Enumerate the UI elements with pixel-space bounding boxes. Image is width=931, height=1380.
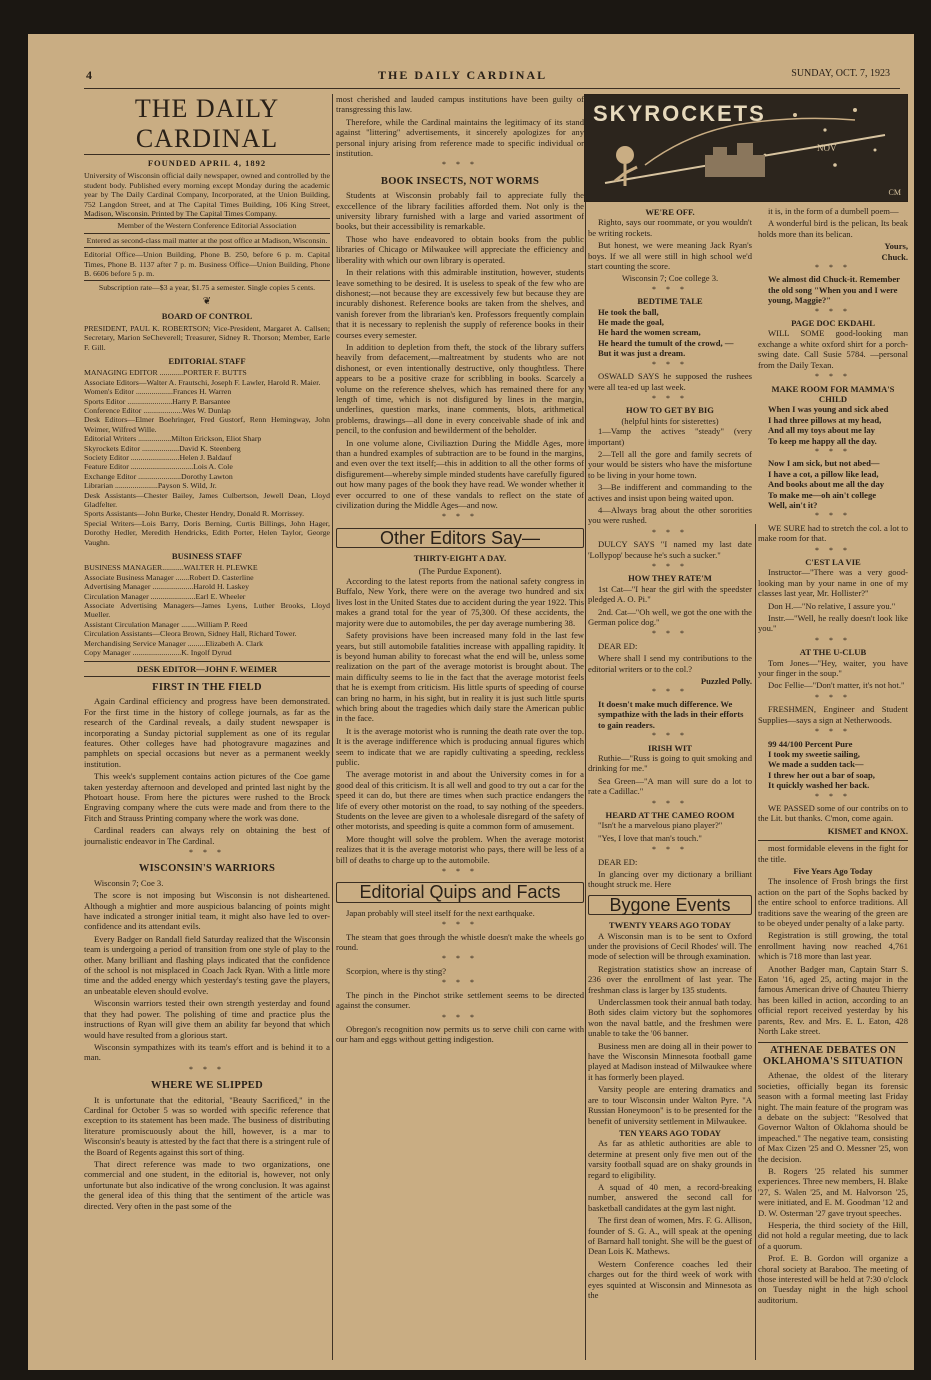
item-paragraph: it is, in the form of a dumbell poem— [768, 206, 899, 216]
staff-line: Society Editor .........................Helen J. Baldauf [84, 452, 232, 462]
paper-title: THE DAILY CARDINAL [378, 68, 548, 82]
other-editors-box: Other Editors Say— [336, 528, 584, 548]
item-paragraph: most formidable elevens in the fight for the title. [758, 843, 908, 864]
article-paragraph: The average motorist in and about the University comes in for a good deal of this criticism. It is all well and good to try out a car for the speed it can do, but there are times when such practice endangers the life of every other motorist on the road, to say nothing of the speeders. Students on the levee are given to a wholesale disregard of the safety of other motorists, and speeding is quite a common form of amusement. [336, 769, 584, 832]
apology-lead: most cherished and lauded campus institutions have been guilty of transgressing this law. [336, 94, 584, 115]
separator: * * * [652, 845, 688, 855]
quip: Japan probably will steel itself for the next earthquake. [346, 907, 535, 918]
staff-line: Sports Assistants—John Burke, Chester Hendry, Donald R. Morrissey. [84, 509, 305, 519]
verse-line: Well, ain't it? [768, 499, 818, 510]
athenae-title: ATHENAE DEBATES ON OKLAHOMA'S SITUATION [758, 1042, 908, 1067]
separator: * * * [652, 798, 688, 808]
verse-line: To keep me happy all the day. [768, 435, 877, 446]
column-1-articles [84, 683, 330, 1211]
article-paragraph: B. Rogers '25 related his summer experiences. Three new members, H. Blake '27, S. Walen '25, and M. Halvorson '25, were initiated, and E. M. Goodman '12 and D. W. Osterman '27 gave tryout speeches. [758, 1165, 908, 1218]
separator: * * * [815, 446, 851, 456]
item-paragraph: A wonderful bird is the pelican, Its beak holds more than its belican. [758, 218, 908, 239]
skyrockets-title: SKYROCKETS [593, 101, 766, 126]
separator: * * * [652, 527, 688, 537]
skyrockets-column-continued [758, 206, 908, 836]
staff-line: Skyrockets Editor ...................David K. Steenberg [84, 443, 241, 453]
thirty-eight-title: THIRTY-EIGHT A DAY. [413, 553, 507, 564]
header-rule [84, 88, 900, 89]
separator: * * * [815, 545, 851, 555]
column-3 [588, 206, 752, 1360]
newspaper-page [28, 34, 914, 1370]
separator: * * * [652, 393, 688, 403]
quip: Obregon's recognition now permits us to serve chili con carne with our ham and eggs without getting indigestion. [336, 1023, 584, 1045]
verse-line: And books about me all the day [768, 479, 885, 490]
item-paragraph: Righto, says our roommate, or you wouldn't be writing rockets. [588, 217, 752, 238]
separator: * * * [652, 284, 688, 294]
verse-line: He heard the tumult of the crowd, — [598, 337, 734, 348]
member-line: Member of the Western Conference Editorial Association [84, 218, 330, 232]
masthead-title: THE DAILY CARDINAL [84, 94, 330, 155]
article-paragraph: It is unfortunate that the editorial, "Beauty Sacrificed," in the Cardinal for October 5 was so worded with specific reference that exception to its statement has been made. The business of distributing literature promiscuously about the hill, however, is a mar to Wisconsin's beauty is attested by the fact that there is a stringent rule of the Board of Regents against this sort of thing. [84, 1094, 330, 1157]
verse-line: 99 44/100 Percent Pure [768, 738, 853, 749]
staff-line: Circulation Assistants—Cleora Brown, Sidney Hall, Richard Tower. [84, 629, 297, 639]
signature: Chuck. [881, 251, 908, 262]
item-paragraph: In glancing over my dictionary a brilliant thought struck me. Here [588, 868, 752, 890]
article-title: FIRST IN THE FIELD [152, 681, 262, 693]
staff-line: MANAGING EDITOR ............PORTER F. BUTTS [84, 368, 247, 378]
item-centered: (helpful hints for sisterettes) [621, 415, 719, 426]
thirty-eight-body [336, 576, 584, 865]
item-paragraph: Varsity people are entering dramatics and are to tour Wisconsin under Walton Pyre. "A Russian Honeymoon" is to be presented for the benefit of university settlement in Milwaukee. [588, 1084, 752, 1126]
item-paragraph: Business men are doing all in their power to have the Wisconsin Minnesota football game played at Madison instead of Milwaukee where it has formerly been played. [588, 1040, 752, 1082]
article-paragraph: In one volume alone, Civiliaztion During the Middle Ages, more than a hundred examples of subtraction are to be found in the margins, and even over the text itself;—this in addition to all the other forms of disfigurement—whereby simple minded students have carefully figured out how many pages of the book they have read. We wonder whether it ever occurred to one of these vandals to reflect on the state of civilization during the Middle Ages—and now. [336, 437, 584, 511]
column-4 [758, 206, 908, 1360]
separator: * * * [815, 692, 851, 702]
item-paragraph: Sea Green—"A man will sure do a lot to rate a Cadillac." [588, 775, 752, 797]
verse-line: I threw her out a bar of soap, [768, 769, 875, 780]
separator: * * * [652, 562, 688, 571]
item-paragraph: Tom Jones—"Hey, waiter, you have your finger in the soup." [758, 657, 908, 679]
board-text: PRESIDENT, PAUL K. ROBERTSON; Vice-President, Margaret A. Callsen; Secretary, Marion SeCheverell; Treasurer, Sidney R. Thorson; Member, Earle F. Gill. [84, 323, 330, 352]
item-heading: BEDTIME TALE [637, 296, 703, 307]
article-paragraph: More thought will solve the problem. When the average motorist realizes that it is the average motorist who pays, there will be less of a bill of deaths to charge up to the automobile. [336, 833, 584, 865]
item-paragraph: Western Conference coaches led their charges out for the third week of work with eyes squinted at Wisconsin and Minnesota as the [588, 1258, 752, 1300]
article-paragraph: Wisconsin warriors tested their own strength yesterday and found that they had power. The polishing of time and practice plus the instructions of Ryan will give them an ability far beyond that which would have resulted from a glorious start. [84, 998, 330, 1040]
quip: Scorpion, where is thy sting? [346, 965, 447, 976]
item-paragraph: 1st Cat—"I hear the girl with the speedster pledged A. O. Pi." [588, 583, 752, 605]
article-paragraph: Students at Wisconsin probably fail to appreciate fully the exccellence of the library facilities afforded them. Not only is the university library furnished with a large and varied assortment of books, but their accessibility is remarkable. [336, 190, 584, 232]
item-paragraph: Instr.—"Well, he really doesn't look like you." [758, 613, 908, 634]
quip: The pinch in the Pinchot strike settlement seems to be directed against the consumer. [336, 989, 584, 1011]
item-paragraph: Doc Fellie—"Don't matter, it's not hot." [768, 680, 905, 691]
staff-line: Copy Manager .........................K. Ingolf Dyrud [84, 648, 232, 658]
separator: * * * [652, 629, 688, 639]
entered-line: Entered as second-class mail matter at the post office at Madison, Wisconsin. [84, 233, 330, 247]
item-paragraph: The first dean of women, Mrs. F. G. Allison, founder of S. G. A., will speak at the opening of Barnard hall tonight. She will be the guest of Dean Lois K. Mathews. [588, 1215, 752, 1257]
separator: * * * [815, 727, 851, 737]
separator: * * * [189, 1064, 225, 1074]
article-paragraph: Athenae, the oldest of the literary societies, officially began its forensic season with a formal meeting last Friday night. The main feature of the program was a debate on the subject: "Resolved that Governor Walton of Oklahoma should be impeached." The negative team, consisting of Max Cizen '25 and O. Messner '25, won the decision. [758, 1070, 908, 1164]
item-paragraph: Underclassmen took their annual bath today. Both sides claim victory but the sophomores won the naval battle, and the freshmen were unable to take the '06 banner. [588, 997, 752, 1039]
staff-line: Special Writers—Lois Barry, Doris Berning, Curtis Billings, John Hager, Dorothy Hedler, Meredith Hendricks, Edith Porter, Helen Taylor, George Vaughn. [84, 518, 330, 547]
staff-line: Associate Business Manager .......Robert D. Casterline [84, 572, 254, 582]
verse-line: To make me—oh ain't college [768, 489, 877, 500]
item-centered: Wisconsin 7; Coe college 3. [621, 273, 719, 284]
item-heading: Five Years Ago Today [793, 865, 873, 876]
bygone-events-continued [758, 840, 908, 1036]
separator: * * * [442, 512, 478, 522]
separator: * * * [442, 160, 478, 170]
item-heading: MAKE ROOM FOR MAMMA'S CHILD [771, 383, 895, 404]
verse-line: I took my sweetie sailing, [768, 748, 860, 759]
column-rule [332, 94, 333, 1360]
item-heading: AT THE U-CLUB [799, 647, 867, 658]
item-heading: HEARD AT THE CAMEO ROOM [605, 809, 735, 820]
board-heading: BOARD OF CONTROL [161, 311, 253, 322]
separator: * * * [815, 263, 851, 273]
article-paragraph: It is the average motorist who is running the death rate over the top. It is the average indifference which is producing annual figures which seem to indicate that we are rapidly cultivating a speeding, reckless public. [336, 725, 584, 767]
verse-line: When I was young and sick abed [768, 404, 889, 415]
skyrockets-cartoon [584, 94, 908, 202]
column-rule [755, 524, 756, 1360]
staff-line: Desk Editors—Elmer Boehringer, Fred Gustorf, Renn Hemingway, John Weimer, Wilfred Wille. [84, 415, 330, 434]
separator: * * * [652, 731, 688, 741]
apology-text: Therefore, while the Cardinal maintains the legitimacy of its stand against "littering" advertisements, it sincerely apologizes for any personal injury arising from reference made to specific individual or institution. [336, 116, 584, 159]
item-paragraph: Instructor—"There was a very good-looking man by your name in one of my classes last year, Mr. Hollister?" [758, 567, 908, 599]
separator: * * * [815, 372, 851, 382]
article-paragraph: In their relations with this admirable institution, however, students leave something to be desired. It is useless to speak of the few who are dishonest;—not because they are excessively few but because they are incurably dishonest. Reference books are taken from the shelves, and vanish forever from the librarian's ken. Professors frequently complain that it is necessary to replenish the supply of reference books in their courses every semester. [336, 267, 584, 340]
editorial-staff-heading: EDITORIAL STAFF [168, 355, 246, 366]
article-paragraph: This week's supplement contains action pictures of the Coe game taken yesterday afternoon and developed and printed last night by the Photoart house. From here the pictures were rushed to the Brock Engraving company where the cuts were made and from there to the Fitch and Strauss Printing company where the work was done. [84, 771, 330, 823]
item-paragraph: The insolence of Frosh brings the first action on the part of the Sophs backed by the entire school to enforce traditions. All traditions save the wearing of the green are to be obeyed under penalty of a lake party. [758, 876, 908, 928]
separator: * * * [815, 511, 851, 521]
business-staff-heading: BUSINESS STAFF [171, 551, 243, 562]
item-paragraph: WE PASSED some of our contribs on to the Lit. but thanks. C'mon, come again. [758, 802, 908, 824]
article-paragraph: Wisconsin sympathizes with its team's effort and is behind it to a man. [84, 1041, 330, 1063]
issue-date: SUNDAY, OCT. 7, 1923 [791, 68, 890, 79]
item-paragraph: Another Badger man, Captain Starr S. Eaton '16, aged 25, acting major in the famous American drive of Chauteu Thierry has been killed in action, according to an official report received yesterday by his parents, Rev. and Mrs. E. L. Eaton, 428 North Lake street. [758, 963, 908, 1037]
staff-line: Feature Editor ................................Lois A. Cole [84, 462, 233, 472]
staff-line: Desk Assistants—Chester Bailey, James Culbertson, Jewell Dean, Lloyd Gladfelter. [84, 490, 330, 509]
bygone-events-box: Bygone Events [588, 895, 752, 915]
skyrockets-banner [584, 94, 908, 206]
item-paragraph: As far as athletic authorities are able to determine at present only five men out of the varsity football squad are on shaky grounds in regard to eligibility. [588, 1138, 752, 1180]
masthead-about: University of Wisconsin official daily newspaper, owned and controlled by the student body. Published every morning except Monday during the academic year by The Daily Cardinal Company, Incorporated, at the Union Building, 752 Langdon Street, and at The Capital Times Building, 106 King Street, Madison, Wisconsin. Printed by The Capital Times Company. [84, 171, 330, 219]
item-heading: TEN YEARS AGO TODAY [619, 1127, 721, 1138]
item-paragraph: Ruthie—"Russ is going to quit smoking and drinking for me." [588, 752, 752, 774]
article-paragraph: Safety provisions have been increased many fold in the last few years, but still automobile fatalities increase with appalling rapidity. It is beyond human ability to forecast what the end will be, unless some realization on the part of the average motorist is brought about. The main difficulty seems to lie in the fact that the average motorist feels that he is exempt from criticism. His little spurts of speeding of course can bring no harm, in his sight, but in reality it is just such little spurts which bring about the tragedies which daily stare the American public in the face. [336, 630, 584, 724]
item-paragraph: FRESHMEN, Engineer and Student Supplies—says a sign at Netherwoods. [758, 704, 908, 725]
article-paragraph: That direct reference was made to two organizations, one commercial and one student, in the editorial is, however, not only unfortunate but also indicative of the wrong conclusion. It was against the general idea of this thing that the sentiment of the article was directed. Very often in the past some of the [84, 1158, 330, 1211]
item-paragraph: 2—Tell all the gore and family secrets of your would be sisters who have the misfortune to be living in your home town. [588, 448, 752, 480]
quip: The steam that goes through the whistle doesn't make the wheels go round. [336, 931, 584, 953]
item-paragraph: 1—Vamp the actives "steady" (very important) [588, 426, 752, 447]
subscription-line: Subscription rate—$3 a year, $1.75 a semester. Single copies 5 cents. [84, 280, 330, 294]
item-paragraph: WILL SOME good-looking man exchange a white oxford shirt for a porch-swing date. Call Susie 5784. —personal from the Daily Texan. [758, 328, 908, 370]
item-paragraph: A Wisconsin man is to be sent to Oxford under the provisions of Cecil Rhodes' will. The mode of selection will be through examination. [588, 930, 752, 962]
verse-line: He took the ball, [598, 306, 659, 317]
separator: * * * [815, 306, 851, 316]
article-paragraph: Prof. E. B. Gordon will organize a choral society at Baraboo. The meeting of those interested will be held at 7:30 o'clock on Tuesday night in the high school auditorium. [758, 1253, 908, 1305]
offices-line: Editorial Office—Union Building, Phone B. 250, before 6 p. m. Capital Times, Phone B. 1137 after 7 p. m. Business Office—Union Building, Phone B. 6606 before 5 p. m. [84, 247, 330, 280]
business-staff-list [84, 563, 330, 657]
separator: * * * [442, 867, 478, 877]
staff-line: Editorial Writers .................Milton Erickson, Eliot Sharp [84, 434, 262, 444]
staff-line: Women's Editor ...................Frances H. Warren [84, 387, 232, 397]
editorial-quips-box: Editorial Quips and Facts [336, 882, 584, 902]
verse-line: It doesn't make much difference. We sympathize with the lads in their efforts to gain readers. [598, 698, 744, 730]
article-paragraph: Again Cardinal efficiency and progress have been demonstrated. For the first time in the history of college journals, as far as the research of the Cardinal reveals, a daily student newspaper is incorporating a Sunday pictorial supplement as one of its regular features. Other colleges have had photogravure magazines and pamphlets on special occasions but never as a permanent weekly institution. [84, 696, 330, 769]
staff-line: Merchandising Service Manager .........Elizabeth A. Clark [84, 638, 264, 648]
separator: * * * [442, 920, 478, 930]
verse-line: He made the goal, [598, 317, 664, 328]
item-paragraph: WE SURE had to stretch the col. a lot to make room for that. [758, 522, 908, 544]
staff-line: Sports Editor .......................Harry P. Barsantee [84, 396, 231, 406]
article-title: WISCONSIN'S WARRIORS [138, 863, 276, 875]
skyrockets-column [588, 207, 752, 890]
separator: * * * [442, 1012, 478, 1022]
item-paragraph: "Yes, I love that man's touch." [598, 832, 702, 843]
item-paragraph: Registration is still growing, the total enrollment having now reached 4,761 which is 718 more than last year. [758, 930, 908, 962]
item-paragraph: OSWALD SAYS he supposed the rushees were all tea-ed up last week. [588, 371, 752, 392]
staff-line: Associate Advertising Managers—James Lyens, Luther Brooks, Lloyd Mueller. [84, 601, 330, 620]
staff-line: Exchange Editor ......................Dorothy Lawton [84, 471, 233, 481]
athenae-body [758, 1070, 908, 1305]
separator: * * * [189, 848, 225, 857]
item-heading: TWENTY YEARS AGO TODAY [608, 920, 732, 931]
verse-line: But it was just a dream. [598, 348, 686, 359]
article-paragraph: Every Badger on Randall field Saturday realized that the Wisconsin team is undergoing a period of transition from one style of play to the other. Many brilliant and flashing plays indicated that the confidence of the school is not misplaced in Coach Jack Ryan. With a little more time and the added energy which yesterday's testing gave the players, an unbeatable eleven should evolve. [84, 933, 330, 996]
editorial-staff-list [84, 368, 330, 547]
separator: * * * [815, 791, 851, 801]
item-paragraph: DULCY SAYS "I named my last date 'Lollypop' because he's such a sucker." [588, 539, 752, 560]
separator: * * * [652, 359, 688, 369]
thirty-eight-source: (The Purdue Exponent). [418, 565, 502, 576]
ornament-icon: ❦ [202, 295, 212, 307]
article-paragraph: Wisconsin 7; Coe 3. [94, 877, 164, 888]
item-paragraph: "Isn't he a marvelous piano player?" [598, 820, 723, 831]
bygone-events-body [588, 920, 752, 1300]
verse-line: I had three pillows at my head, [768, 414, 882, 425]
signature: Yours, [884, 241, 908, 252]
staff-line: Associate Editors—Walter A. Frautschi, Joseph F. Lawler, Harold R. Maier. [84, 377, 321, 387]
item-heading: IRISH WIT [647, 742, 693, 753]
staff-line: Circulation Manager .......................Earl E. Wheeler [84, 591, 246, 601]
item-heading: PAGE DOC EKDAHL [791, 318, 875, 329]
verse-line: He hard the women scream, [598, 327, 701, 338]
book-insects-body [336, 190, 584, 510]
nov-label: NOV [817, 143, 837, 153]
item-paragraph: Registration statistics show an increase of 236 over the enrollment of last year. The freshman class is larger by 135 students. [588, 963, 752, 995]
page-number: 4 [86, 68, 92, 82]
staff-line: Librarian ......................Payson S. Wild, Jr. [84, 481, 217, 491]
page-header [28, 68, 914, 86]
book-insects-title: BOOK INSECTS, NOT WORMS [380, 175, 540, 187]
verse-line: It quickly washed her back. [768, 780, 870, 791]
artist-initials: CM [888, 188, 901, 197]
item-paragraph: 2nd. Cat—"Oh well, we got the one with the German police dog." [588, 606, 752, 628]
item-paragraph: But honest, we were meaning Jack Ryan's boys. If we all were still in high school we'd start counting the score. [588, 240, 752, 272]
staff-line: Conference Editor ....................Wes W. Dunlap [84, 405, 231, 415]
separator: * * * [442, 954, 478, 964]
item-paragraph: 3—Be indifferent and commanding to the actives and insist upon being waited upon. [588, 482, 752, 503]
article-paragraph: Cardinal readers can always rely on obtaining the best of journalistic endeavor in The Cardinal. [84, 825, 330, 846]
item-paragraph: Where shall I send my contributions to the editorial writers or to the col.? [588, 653, 752, 674]
item-heading: C'EST LA VIE [805, 557, 861, 567]
verse-line: I have a cot, a pillow like lead, [768, 468, 879, 479]
article-paragraph: According to the latest reports from the national safety congress in Buffalo, New York, there were on the average two hundred and six lives lost in the United States due to accident during the year 1922. This makes a grand total for the year of 75,300. Of these accidents, the majority were due to automobiles, the per day average numbering 38. [336, 576, 584, 628]
article-paragraph: Hesperia, the third society of the Hill, did not hold a regular meeting, due to lack of a quorum. [758, 1219, 908, 1251]
item-paragraph: Don H.—"No relative, I assure you." [768, 600, 896, 611]
verse-line: We made a sudden tack— [768, 759, 864, 770]
article-paragraph: Those who have endeavored to obtain books from the public libraries of Chicago or Milwaukee will appreciate the efficiency and liberality with which our own library is operated. [336, 233, 584, 265]
signature: KISMET and KNOX. [827, 825, 908, 836]
column-rule [585, 94, 586, 1360]
separator: * * * [442, 978, 478, 988]
item-paragraph: A squad of 40 men, a record-breaking number, answered the second call for basketball candidates at the gym last night. [588, 1181, 752, 1213]
article-title: WHERE WE SLIPPED [151, 1080, 263, 1092]
item-paragraph: 4—Always brag about the other sororities you were rushed. [588, 504, 752, 526]
staff-line: BUSINESS MANAGER...........WALTER H. PLEWKE [84, 563, 258, 573]
verse-line: We almost did Chuck-it. Remember the old song "When you and I were young, Maggie?" [768, 274, 900, 306]
verse-line: Now I am sick, but not abed— [768, 458, 880, 469]
item-heading: WE'RE OFF. [645, 207, 695, 217]
column-2 [336, 94, 584, 1360]
founded-line: FOUNDED APRIL 4, 1892 [147, 158, 267, 168]
column-1 [84, 94, 330, 1360]
desk-editor: DESK EDITOR—JOHN F. WEIMER [84, 661, 330, 677]
signature: Puzzled Polly. [700, 676, 752, 687]
item-paragraph: DEAR ED: [598, 640, 638, 651]
item-heading: HOW TO GET BY BIG [626, 405, 714, 416]
article-paragraph: The score is not imposing but Wisconsin is not disheartened. Although a mightier and more auspicious balancing of points might have indicated a stronger initial team, it might also have led to over-confidence and its attendant evils. [84, 890, 330, 932]
item-paragraph: DEAR ED: [598, 856, 638, 867]
staff-line: Advertising Manager .....................Harold H. Laskey [84, 582, 249, 592]
separator: * * * [652, 687, 688, 697]
item-heading: HOW THEY RATE'M [628, 573, 712, 584]
verse-line: And all my toys about me lay [768, 425, 875, 436]
staff-line: Assistant Circulation Manager ........William P. Reed [84, 619, 248, 629]
quips-body [336, 908, 584, 1045]
article-paragraph: In addition to depletion from theft, the stock of the library suffers heavily from defacement,—maltreatment by students who are not dishonest, or even intentionally destructive, only thoughtless. There appears to be a positive craze for scribbling in books. Scarcely a volume on the reference shelves, which has remained there for any length of time, which is not disfigured by lines in the margin, underlines, question marks, inane comments, blots, arithmetical problems, drawings—all done in every conceivable shade of ink and pencil, to the confusion and bewilderment of the beholder. [336, 341, 584, 436]
separator: * * * [815, 635, 851, 645]
